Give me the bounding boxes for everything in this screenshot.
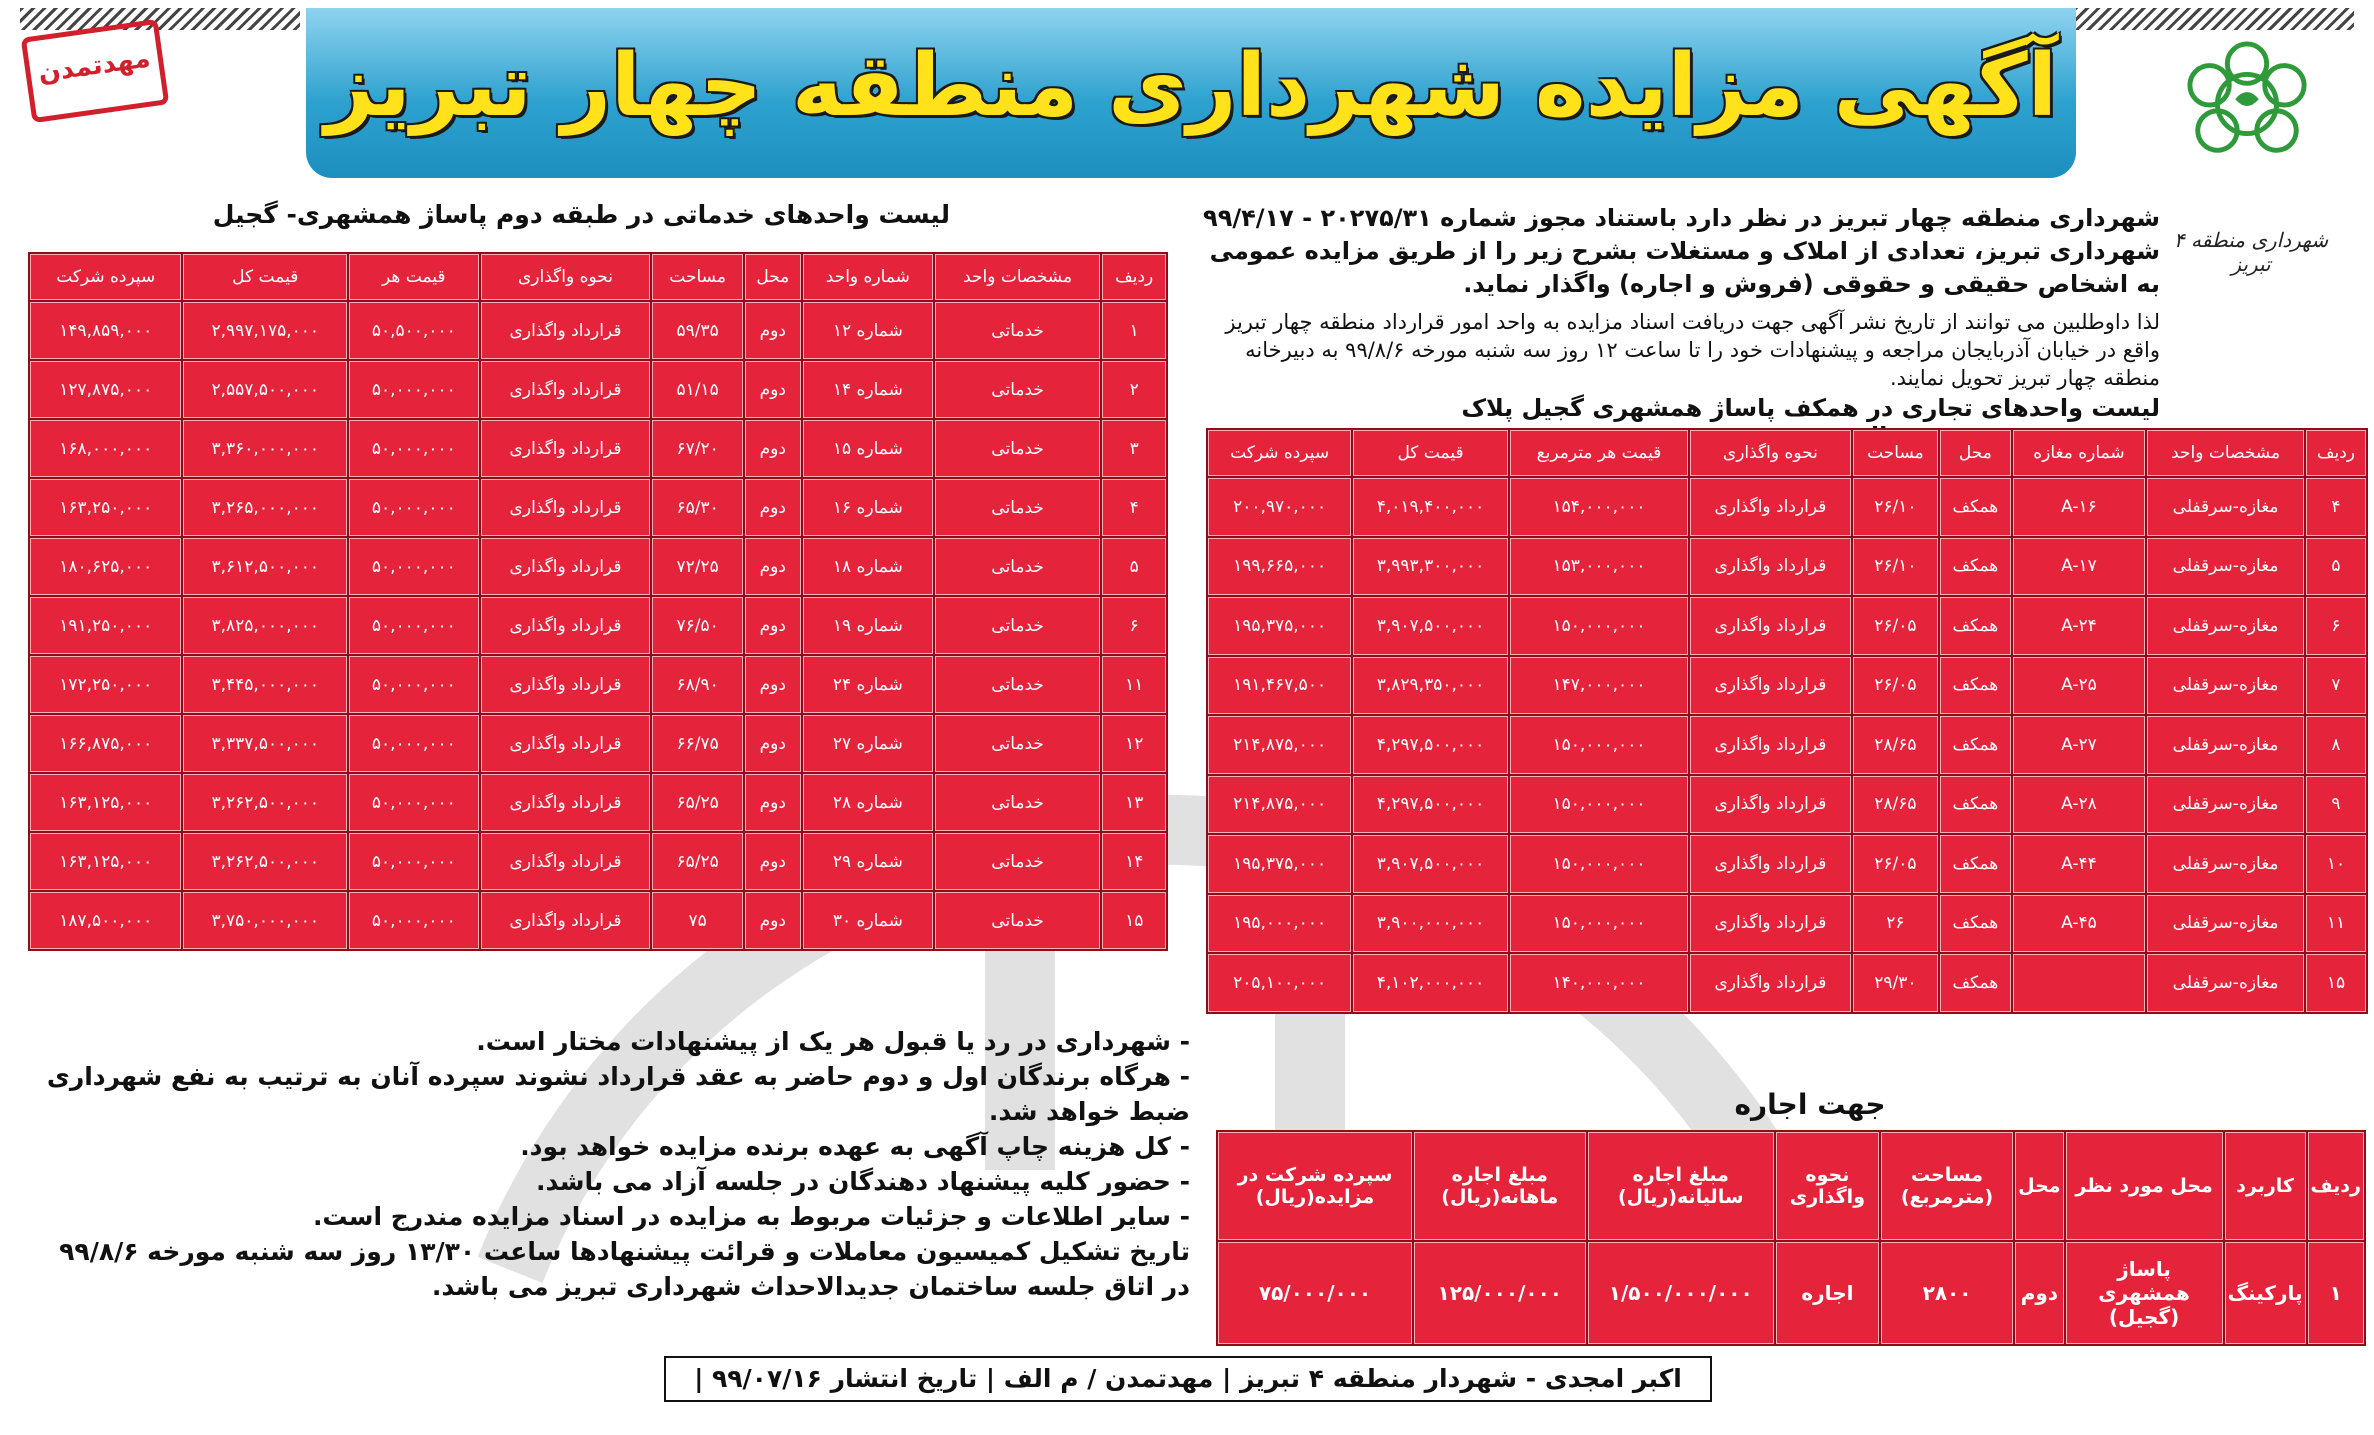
table-cell: ۲۶/۰۵ [1853, 835, 1938, 893]
column-header: ردیف [1102, 254, 1166, 300]
column-header: مبلغ اجاره سالیانه(ریال) [1588, 1132, 1774, 1240]
column-header: مشخصات واحد [2147, 430, 2304, 476]
column-header: محل [2015, 1132, 2063, 1240]
table-cell: ۶۸/۹۰ [652, 656, 742, 713]
table-cell: ۱۵۰,۰۰۰,۰۰۰ [1510, 776, 1688, 834]
table-cell: ۱ [1102, 302, 1166, 359]
table-cell: خدماتی [935, 302, 1101, 359]
table-cell: قرارداد واگذاری [481, 715, 651, 772]
table-cell: همکف [1940, 478, 2011, 536]
table-cell: ۴,۰۱۹,۴۰۰,۰۰۰ [1353, 478, 1508, 536]
table-cell: ۱۵۰,۰۰۰,۰۰۰ [1510, 597, 1688, 655]
column-header: مبلغ اجاره ماهانه(ریال) [1414, 1132, 1586, 1240]
table-cell: ۲۰۵,۱۰۰,۰۰۰ [1208, 954, 1351, 1012]
table-cell: ۳,۳۳۷,۵۰۰,۰۰۰ [183, 715, 347, 772]
page-title: آگهی مزایده شهرداری منطقه چهار تبریز [324, 36, 2058, 136]
table-cell: قرارداد واگذاری [1690, 597, 1851, 655]
table-cell: دوم [745, 361, 801, 418]
table-cell: قرارداد واگذاری [481, 479, 651, 536]
table-cell: ۲۸/۶۵ [1853, 776, 1938, 834]
table-cell: اجاره [1776, 1242, 1879, 1344]
table-cell: ۱۵۰,۰۰۰,۰۰۰ [1510, 716, 1688, 774]
table-cell: ۱/۵۰۰/۰۰۰/۰۰۰ [1588, 1242, 1774, 1344]
shops-table-title: لیست واحدهای تجاری در همکف پاساژ همشهری گجیل پلاک [1461, 394, 2160, 422]
table-cell: مغازه-سرقفلی [2147, 538, 2304, 596]
table-cell: A-۲۵ [2013, 657, 2146, 715]
decorative-stripes-right [2074, 8, 2354, 30]
table-cell: دوم [745, 774, 801, 831]
table-cell: پاساژ همشهری (گجیل) [2066, 1242, 2223, 1344]
table-cell: ۹ [2306, 776, 2366, 834]
table-cell: قرارداد واگذاری [481, 656, 651, 713]
column-header: ردیف [2308, 1132, 2364, 1240]
column-header: قیمت هر [349, 254, 478, 300]
table-cell: ۱۹۱,۲۵۰,۰۰۰ [30, 597, 181, 654]
table-cell: شماره ۲۹ [803, 833, 933, 890]
table-cell: دوم [2015, 1242, 2063, 1344]
decorative-stripes-left [20, 8, 300, 30]
table-cell: ۶۶/۷۵ [652, 715, 742, 772]
table-cell: قرارداد واگذاری [481, 833, 651, 890]
table-cell: همکف [1940, 835, 2011, 893]
table-row [30, 774, 1166, 831]
table-cell: همکف [1940, 954, 2011, 1012]
table-cell: مغازه-سرقفلی [2147, 954, 2304, 1012]
newspaper-logo: مهدتمدن [21, 19, 170, 123]
table-cell: ۶۵/۳۰ [652, 479, 742, 536]
table-header-row [30, 254, 1166, 300]
column-header: مشخصات واحد [935, 254, 1101, 300]
table-cell: مغازه-سرقفلی [2147, 657, 2304, 715]
table-cell: قرارداد واگذاری [481, 597, 651, 654]
table-row [30, 715, 1166, 772]
table-cell: ۳,۹۹۳,۳۰۰,۰۰۰ [1353, 538, 1508, 596]
table-cell: قرارداد واگذاری [1690, 835, 1851, 893]
table-cell: ۵۰,۰۰۰,۰۰۰ [349, 892, 478, 949]
table-cell: ۶ [1102, 597, 1166, 654]
column-header: مساحت [1853, 430, 1938, 476]
column-header: قیمت کل [1353, 430, 1508, 476]
table-cell: ۵۰,۰۰۰,۰۰۰ [349, 479, 478, 536]
table-cell: ۳,۸۲۵,۰۰۰,۰۰۰ [183, 597, 347, 654]
table-cell: ۳,۲۶۲,۵۰۰,۰۰۰ [183, 833, 347, 890]
table-cell: ۱۹۹,۶۶۵,۰۰۰ [1208, 538, 1351, 596]
table-cell: ۳,۲۶۲,۵۰۰,۰۰۰ [183, 774, 347, 831]
table-cell: ۳,۷۵۰,۰۰۰,۰۰۰ [183, 892, 347, 949]
table-cell: شماره ۱۸ [803, 538, 933, 595]
table-cell: شماره ۱۹ [803, 597, 933, 654]
table-cell: خدماتی [935, 833, 1101, 890]
table-cell: خدماتی [935, 420, 1101, 477]
column-header: نحوه واگذاری [1776, 1132, 1879, 1240]
column-header: محل [745, 254, 801, 300]
table-cell: شماره ۱۵ [803, 420, 933, 477]
table-cell: قرارداد واگذاری [1690, 776, 1851, 834]
table-row [30, 656, 1166, 713]
table-cell: A-۴۴ [2013, 835, 2146, 893]
table-cell: ۶ [2306, 597, 2366, 655]
table-cell: مغازه-سرقفلی [2147, 478, 2304, 536]
table-header-row [1218, 1132, 2364, 1240]
table-cell: ۱۴۰,۰۰۰,۰۰۰ [1510, 954, 1688, 1012]
table-cell: ۲۹/۳۰ [1853, 954, 1938, 1012]
table-cell: همکف [1940, 776, 2011, 834]
column-header: کاربرد [2225, 1132, 2306, 1240]
table-row [30, 892, 1166, 949]
table-header-row [1208, 430, 2366, 476]
table-cell: ۳ [1102, 420, 1166, 477]
table-cell: ۱۵۰,۰۰۰,۰۰۰ [1510, 835, 1688, 893]
table-cell: خدماتی [935, 715, 1101, 772]
table-cell: همکف [1940, 538, 2011, 596]
table-cell: همکف [1940, 895, 2011, 953]
table-cell: ۲,۵۵۷,۵۰۰,۰۰۰ [183, 361, 347, 418]
table-cell: شماره ۱۲ [803, 302, 933, 359]
lease-table-title: جهت اجاره [1734, 1088, 1886, 1121]
table-cell: ۱۹۵,۳۷۵,۰۰۰ [1208, 835, 1351, 893]
column-header: مساحت (مترمربع) [1881, 1132, 2013, 1240]
table-cell: ۱۴۹,۸۵۹,۰۰۰ [30, 302, 181, 359]
table-cell: A-۲۷ [2013, 716, 2146, 774]
table-cell: ۱۳ [1102, 774, 1166, 831]
table-cell: ۲,۹۹۷,۱۷۵,۰۰۰ [183, 302, 347, 359]
table-cell: قرارداد واگذاری [481, 892, 651, 949]
lease-table [1216, 1130, 2366, 1346]
table-cell: شماره ۲۸ [803, 774, 933, 831]
table-cell: ۳,۸۲۹,۳۵۰,۰۰۰ [1353, 657, 1508, 715]
column-header: قیمت هر مترمربع [1510, 430, 1688, 476]
table-cell: ۲۶/۰۵ [1853, 657, 1938, 715]
table-cell: ۲ [1102, 361, 1166, 418]
table-cell: دوم [745, 656, 801, 713]
column-header: سپرده شرکت در مزایده(ریال) [1218, 1132, 1412, 1240]
table-cell: ۵۰,۰۰۰,۰۰۰ [349, 774, 478, 831]
table-row [1208, 895, 2366, 953]
table-cell: ۲۸۰۰ [1881, 1242, 2013, 1344]
table-cell: مغازه-سرقفلی [2147, 716, 2304, 774]
table-cell: ۶۷/۲۰ [652, 420, 742, 477]
table-cell: ۲۶/۱۰ [1853, 478, 1938, 536]
table-row [1208, 954, 2366, 1012]
table-cell: ۱۲ [1102, 715, 1166, 772]
table-cell: ۲۸/۶۵ [1853, 716, 1938, 774]
emblem-caption: شهرداری منطقه ۴ تبریز [2173, 228, 2329, 276]
table-cell: قرارداد واگذاری [1690, 895, 1851, 953]
table-cell: همکف [1940, 597, 2011, 655]
table-row [30, 479, 1166, 536]
table-cell [2013, 954, 2146, 1012]
table-cell: ۱۶۶,۸۷۵,۰۰۰ [30, 715, 181, 772]
table-cell: ۳,۴۴۵,۰۰۰,۰۰۰ [183, 656, 347, 713]
table-cell: ۳,۳۶۰,۰۰۰,۰۰۰ [183, 420, 347, 477]
table-cell: ۵۰,۵۰۰,۰۰۰ [349, 302, 478, 359]
table-cell: ۵۰,۰۰۰,۰۰۰ [349, 833, 478, 890]
column-header: شماره مغازه [2013, 430, 2146, 476]
table-row [1208, 835, 2366, 893]
column-header: مساحت [652, 254, 742, 300]
table-cell: ۱۱ [2306, 895, 2366, 953]
table-cell: ۱۸۷,۵۰۰,۰۰۰ [30, 892, 181, 949]
table-row [30, 833, 1166, 890]
table-row [1208, 716, 2366, 774]
column-header: محل [1940, 430, 2011, 476]
conditions-notes [40, 1024, 1190, 1304]
table-cell: ۵ [2306, 538, 2366, 596]
table-cell: خدماتی [935, 892, 1101, 949]
table-cell: ۷۵/۰۰۰/۰۰۰ [1218, 1242, 1412, 1344]
table-cell: مغازه-سرقفلی [2147, 895, 2304, 953]
table-cell: قرارداد واگذاری [1690, 478, 1851, 536]
table-cell: ۵۰,۰۰۰,۰۰۰ [349, 715, 478, 772]
table-cell: شماره ۲۴ [803, 656, 933, 713]
table-row [1218, 1242, 2364, 1344]
note-item: - هرگاه برندگان اول و دوم حاضر به عقد قرارداد نشوند سپرده آنان به ترتیب به نفع شهرداری ضبط خواهد شد. [46, 1062, 1190, 1126]
table-cell: ۷ [2306, 657, 2366, 715]
table-cell: ۱۵۰,۰۰۰,۰۰۰ [1510, 895, 1688, 953]
services-table-title: لیست واحدهای خدماتی در طبقه دوم پاساژ همشهری- گجیل [212, 200, 950, 229]
table-cell: ۱۸۰,۶۲۵,۰۰۰ [30, 538, 181, 595]
table-cell: همکف [1940, 716, 2011, 774]
table-cell: ۴,۲۹۷,۵۰۰,۰۰۰ [1353, 716, 1508, 774]
table-cell: خدماتی [935, 361, 1101, 418]
table-cell: قرارداد واگذاری [1690, 657, 1851, 715]
column-header: شماره واحد [803, 254, 933, 300]
table-cell: ۳,۶۱۲,۵۰۰,۰۰۰ [183, 538, 347, 595]
table-cell: ۶۵/۲۵ [652, 833, 742, 890]
table-cell: ۲۱۴,۸۷۵,۰۰۰ [1208, 716, 1351, 774]
table-cell: ۲۶/۰۵ [1853, 597, 1938, 655]
table-row [30, 361, 1166, 418]
table-row [1208, 657, 2366, 715]
table-cell: A-۴۵ [2013, 895, 2146, 953]
table-cell: ۵۹/۳۵ [652, 302, 742, 359]
table-cell: ۱۱ [1102, 656, 1166, 713]
table-cell: ۱۴ [1102, 833, 1166, 890]
table-cell: خدماتی [935, 479, 1101, 536]
table-cell: قرارداد واگذاری [481, 538, 651, 595]
table-cell: ۱۵۳,۰۰۰,۰۰۰ [1510, 538, 1688, 596]
table-cell: شماره ۳۰ [803, 892, 933, 949]
column-header: قیمت کل [183, 254, 347, 300]
table-cell: شماره ۲۷ [803, 715, 933, 772]
services-table [28, 252, 1168, 951]
table-cell: ۸ [2306, 716, 2366, 774]
table-cell: ۵۰,۰۰۰,۰۰۰ [349, 361, 478, 418]
column-header: نحوه واگذاری [481, 254, 651, 300]
table-row [30, 597, 1166, 654]
table-cell: قرارداد واگذاری [481, 420, 651, 477]
table-cell: دوم [745, 420, 801, 477]
note-item: - کل هزینه چاپ آگهی به عهده برنده مزایده خواهد بود. [520, 1132, 1190, 1161]
table-row [30, 538, 1166, 595]
table-cell: خدماتی [935, 597, 1101, 654]
table-cell: ۲۶/۱۰ [1853, 538, 1938, 596]
column-header: سپرده شرکت [1208, 430, 1351, 476]
table-cell: دوم [745, 302, 801, 359]
table-cell: مغازه-سرقفلی [2147, 835, 2304, 893]
table-cell: ۲۱۴,۸۷۵,۰۰۰ [1208, 776, 1351, 834]
table-cell: دوم [745, 597, 801, 654]
table-cell: ۱۶۳,۱۲۵,۰۰۰ [30, 833, 181, 890]
table-cell: ۲۰۰,۹۷۰,۰۰۰ [1208, 478, 1351, 536]
note-item: - سایر اطلاعات و جزئیات مربوط به مزایده در اسناد مزایده مندرج است. [312, 1202, 1190, 1231]
table-cell: دوم [745, 892, 801, 949]
note-item: تاریخ تشکیل کمیسیون معاملات و قرائت پیشنهادها ساعت ۱۳/۳۰ روز سه شنبه مورخه ۹۹/۸/۶ در اتاق جلسه ساختمان جدیدالاحداث شهرداری تبریز می باشد. [59, 1237, 1190, 1301]
table-cell: قرارداد واگذاری [481, 302, 651, 359]
table-cell: ۴ [2306, 478, 2366, 536]
table-cell: دوم [745, 479, 801, 536]
table-cell: مغازه-سرقفلی [2147, 776, 2304, 834]
table-cell: ۱۴۷,۰۰۰,۰۰۰ [1510, 657, 1688, 715]
table-cell: ۱۵۴,۰۰۰,۰۰۰ [1510, 478, 1688, 536]
table-cell: ۳,۹۰۷,۵۰۰,۰۰۰ [1353, 597, 1508, 655]
table-cell: ۴,۲۹۷,۵۰۰,۰۰۰ [1353, 776, 1508, 834]
table-cell: ۵۱/۱۵ [652, 361, 742, 418]
table-cell: ۱۶۳,۱۲۵,۰۰۰ [30, 774, 181, 831]
column-header: ردیف [2306, 430, 2366, 476]
table-cell: خدماتی [935, 656, 1101, 713]
table-cell: ۴ [1102, 479, 1166, 536]
table-cell: قرارداد واگذاری [1690, 716, 1851, 774]
table-cell: شماره ۱۴ [803, 361, 933, 418]
table-row [1208, 597, 2366, 655]
table-cell: پارکینگ [2225, 1242, 2306, 1344]
table-cell: دوم [745, 715, 801, 772]
table-row [1208, 478, 2366, 536]
table-cell: ۳,۹۰۰,۰۰۰,۰۰۰ [1353, 895, 1508, 953]
shops-table [1206, 428, 2368, 1014]
table-row [1208, 538, 2366, 596]
table-cell: ۱۹۵,۳۷۵,۰۰۰ [1208, 597, 1351, 655]
column-header: نحوه واگذاری [1690, 430, 1851, 476]
table-cell: ۱ [2308, 1242, 2364, 1344]
table-cell: ۳,۲۶۵,۰۰۰,۰۰۰ [183, 479, 347, 536]
table-cell: A-۲۸ [2013, 776, 2146, 834]
table-cell: ۱۹۱,۴۶۷,۵۰۰ [1208, 657, 1351, 715]
table-row [30, 302, 1166, 359]
table-cell: ۷۵ [652, 892, 742, 949]
table-cell: مغازه-سرقفلی [2147, 597, 2304, 655]
column-header: محل مورد نظر [2066, 1132, 2223, 1240]
table-cell: ۵۰,۰۰۰,۰۰۰ [349, 538, 478, 595]
table-cell: قرارداد واگذاری [1690, 954, 1851, 1012]
table-cell: دوم [745, 538, 801, 595]
table-cell: ۱۵ [2306, 954, 2366, 1012]
table-cell: خدماتی [935, 774, 1101, 831]
table-cell: A-۲۴ [2013, 597, 2146, 655]
table-cell: ۷۶/۵۰ [652, 597, 742, 654]
title-banner [306, 8, 2076, 178]
table-cell: ۱۰ [2306, 835, 2366, 893]
table-cell: ۴,۱۰۲,۰۰۰,۰۰۰ [1353, 954, 1508, 1012]
table-cell: ۶۵/۲۵ [652, 774, 742, 831]
table-cell: ۳,۹۰۷,۵۰۰,۰۰۰ [1353, 835, 1508, 893]
table-cell: ۲۶ [1853, 895, 1938, 953]
table-cell: ۵۰,۰۰۰,۰۰۰ [349, 656, 478, 713]
table-cell: ۵ [1102, 538, 1166, 595]
table-cell: ۱۶۸,۰۰۰,۰۰۰ [30, 420, 181, 477]
table-cell: دوم [745, 833, 801, 890]
table-cell: ۱۹۵,۰۰۰,۰۰۰ [1208, 895, 1351, 953]
column-header: سپرده شرکت [30, 254, 181, 300]
table-cell: ۱۵ [1102, 892, 1166, 949]
table-cell: ۵۰,۰۰۰,۰۰۰ [349, 420, 478, 477]
table-cell: خدماتی [935, 538, 1101, 595]
table-row [30, 420, 1166, 477]
table-cell: شماره ۱۶ [803, 479, 933, 536]
table-cell: همکف [1940, 657, 2011, 715]
table-cell: A-۱۷ [2013, 538, 2146, 596]
footer-signature: اکبر امجدی - شهردار منطقه ۴ تبریز | مهدتمدن / م الف | تاریخ انتشار ۹۹/۰۷/۱۶ | [664, 1356, 1712, 1402]
note-item: - شهرداری در رد یا قبول هر یک از پیشنهادات مختار است. [476, 1027, 1190, 1056]
table-cell: ۵۰,۰۰۰,۰۰۰ [349, 597, 478, 654]
note-item: - حضور کلیه پیشنهاد دهندگان در جلسه آزاد می باشد. [535, 1167, 1190, 1196]
table-cell: ۱۲۷,۸۷۵,۰۰۰ [30, 361, 181, 418]
table-cell: ۱۷۲,۲۵۰,۰۰۰ [30, 656, 181, 713]
table-cell: ۱۶۳,۲۵۰,۰۰۰ [30, 479, 181, 536]
table-cell: قرارداد واگذاری [481, 774, 651, 831]
table-row [1208, 776, 2366, 834]
table-cell: قرارداد واگذاری [1690, 538, 1851, 596]
table-cell: ۷۲/۲۵ [652, 538, 742, 595]
table-cell: ۱۲۵/۰۰۰/۰۰۰ [1414, 1242, 1586, 1344]
municipality-emblem-icon [2178, 40, 2316, 168]
table-cell: قرارداد واگذاری [481, 361, 651, 418]
intro-paragraph: شهرداری منطقه چهار تبریز در نظر دارد باستناد مجوز شماره ۲۰۲۷۵/۳۱ - ۹۹/۴/۱۷ شهرداری تبریز، تعدادی از املاک و مستغلات بشرح زیر را از طریق مزایده عمومی به اشخاص حقیقی و حقوقی (فروش و اجاره) واگذار نماید. [1203, 204, 2160, 298]
table-cell: A-۱۶ [2013, 478, 2146, 536]
intro-paragraph-2: لذا داوطلبین می توانند از تاریخ نشر آگهی جهت دریافت اسناد مزایده به واحد امور قرارداد منطقه چهار تبریز واقع در خیابان آذربایجان مراجعه و پیشنهادات خود را تا ساعت ۱۲ روز سه شنبه مورخه ۹۹/۸/۶ به دبیرخانه منطقه چهار تبریز تحویل نمایند. [1225, 310, 2160, 390]
